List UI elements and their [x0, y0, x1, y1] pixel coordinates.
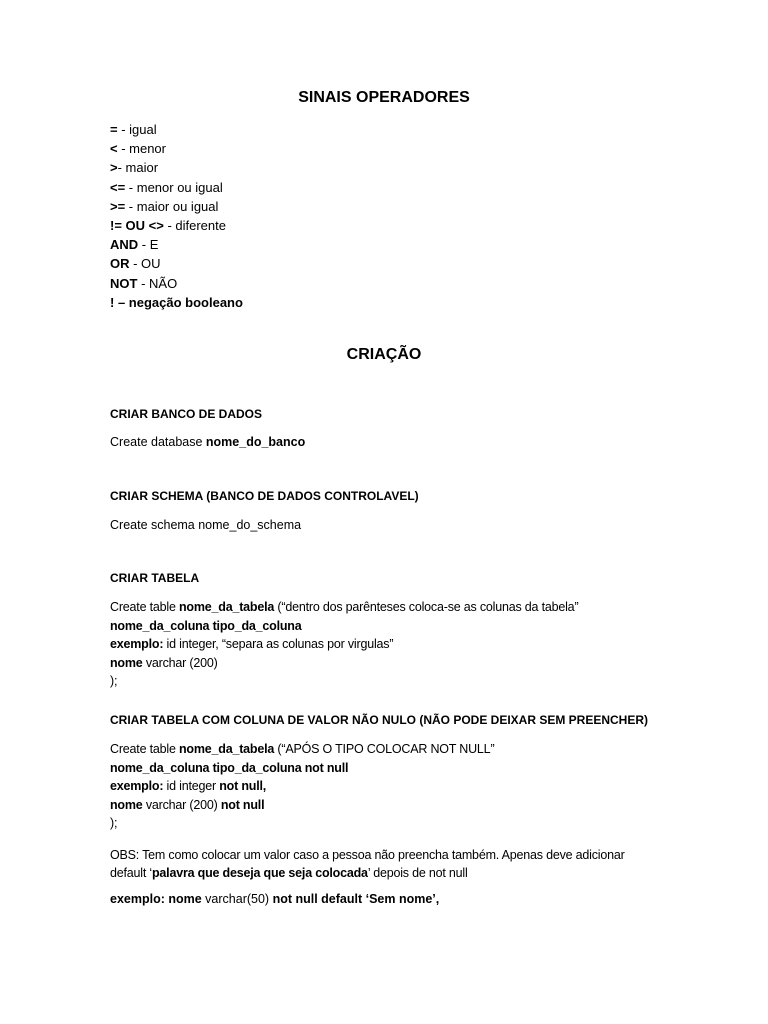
obs-note	[110, 846, 625, 882]
list-item	[110, 197, 243, 216]
operator-description: - maior	[117, 160, 159, 176]
note-line	[110, 864, 625, 882]
code-text: nome_da_tabela	[178, 742, 275, 756]
operator-symbol: OR	[110, 256, 130, 272]
list-item	[110, 254, 243, 273]
operator-symbol: =	[110, 122, 118, 137]
code-text: nome_da_tabela	[178, 600, 275, 614]
operator-description: - menor ou igual	[125, 179, 223, 195]
code-text: Create table	[110, 600, 179, 614]
code-line	[110, 654, 578, 673]
list-item	[110, 178, 243, 197]
code-text: (“APÓS O TIPO COLOCAR NOT NULL”	[274, 742, 495, 756]
list-item	[110, 216, 243, 235]
code-text: Create database	[110, 435, 206, 449]
code-line	[110, 759, 494, 778]
code-block-database	[110, 433, 305, 452]
code-block-table	[110, 598, 578, 691]
code-text: not null default ‘Sem nome’,	[269, 892, 440, 906]
code-text: exemplo:	[110, 637, 164, 651]
list-item	[110, 235, 243, 254]
operator-description: – negação booleano	[114, 294, 243, 310]
code-text: (“dentro dos parênteses coloca-se as colunas da tabela”	[274, 600, 579, 614]
operator-symbol: <=	[110, 179, 126, 195]
code-text: not null	[304, 760, 349, 775]
code-text: palavra que deseja que seja colocada	[151, 866, 368, 880]
code-line	[110, 890, 439, 909]
code-line: Create schema nome_do_schema	[110, 518, 302, 532]
list-item	[110, 158, 243, 177]
operator-symbol: !	[110, 294, 115, 310]
code-text: default ‘	[110, 866, 152, 880]
code-line: nome_da_coluna tipo_da_coluna	[110, 618, 302, 633]
code-line	[110, 598, 578, 617]
operator-description: - NÃO	[137, 275, 178, 291]
operator-symbol: >	[110, 160, 118, 176]
operator-symbol: <	[110, 141, 118, 157]
list-item	[110, 293, 243, 312]
list-item	[110, 120, 243, 139]
code-text: nome_do_banco	[205, 435, 306, 449]
code-line	[110, 777, 494, 796]
code-text: exemplo: nome	[110, 892, 206, 906]
creation-heading: CRIAÇÃO	[346, 346, 422, 363]
operator-symbol: != OU <>	[110, 218, 164, 234]
code-block-notnull	[110, 740, 494, 833]
operator-description: - maior ou igual	[125, 198, 219, 214]
code-text: id integer, “separa as colunas por virgulas”	[163, 637, 394, 651]
code-text: Create table	[110, 742, 179, 756]
code-text: varchar (200)	[142, 797, 221, 812]
note-line: OBS: Tem como colocar um valor caso a pessoa não preencha também. Apenas deve adicionar	[110, 848, 625, 862]
operator-description: - igual	[117, 122, 157, 137]
code-text: id integer	[163, 779, 220, 793]
section-title-table: CRIAR TABELA	[110, 571, 200, 585]
code-line	[110, 433, 305, 452]
code-text: varchar(50)	[205, 892, 270, 906]
code-line: );	[110, 674, 118, 688]
example-line	[110, 890, 439, 909]
code-line: );	[110, 816, 118, 830]
code-line	[110, 635, 578, 654]
code-text: ’ depois de not null	[367, 866, 468, 880]
list-item	[110, 139, 243, 158]
code-text: varchar (200)	[142, 655, 218, 670]
code-text: not null,	[219, 779, 267, 793]
code-text: nome_da_coluna tipo_da_coluna	[110, 760, 305, 775]
operator-symbol: AND	[110, 237, 139, 253]
operators-list	[110, 120, 243, 312]
code-text: nome	[110, 797, 143, 812]
operator-description: - menor	[117, 141, 166, 157]
code-line	[110, 796, 494, 815]
section-title-notnull: CRIAR TABELA COM COLUNA DE VALOR NÃO NULO (NÃO PODE DEIXAR SEM PREENCHER)	[110, 713, 649, 727]
code-line	[110, 740, 494, 759]
operator-symbol: NOT	[110, 275, 138, 291]
code-text: not null	[220, 797, 265, 812]
code-text: nome	[110, 655, 143, 670]
operator-description: - diferente	[163, 218, 226, 234]
code-block-schema	[110, 516, 301, 535]
operator-symbol: >=	[110, 198, 126, 214]
code-text: exemplo:	[110, 779, 164, 793]
operators-heading: SINAIS OPERADORES	[298, 89, 470, 106]
operator-description: - E	[138, 237, 159, 253]
list-item	[110, 274, 243, 293]
section-title-schema: CRIAR SCHEMA (BANCO DE DADOS CONTROLAVEL)	[110, 489, 419, 503]
section-title-database: CRIAR BANCO DE DADOS	[110, 407, 263, 421]
operator-description: - OU	[129, 256, 161, 272]
